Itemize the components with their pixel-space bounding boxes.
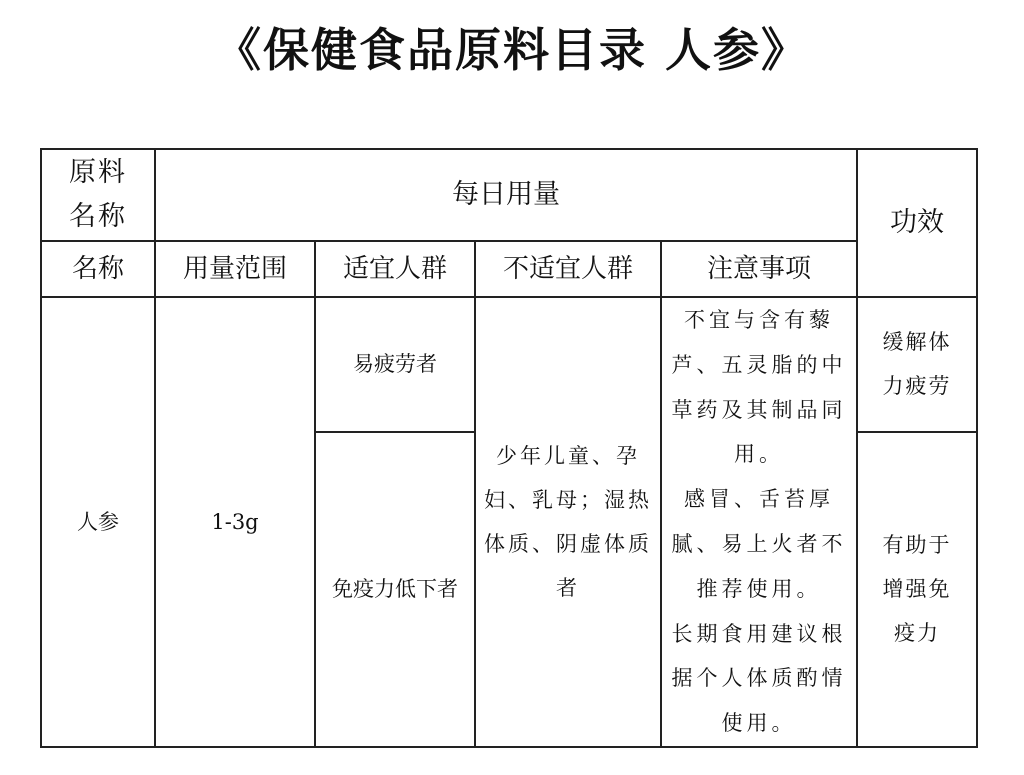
header-suitable-people: 适宜人群: [315, 241, 475, 297]
row-efficacy-fatigue: 缓解体力疲劳: [857, 297, 977, 432]
row-suitable-immunity: 免疫力低下者: [315, 432, 475, 747]
header-daily-dosage: 每日用量: [155, 149, 857, 241]
row-name: 人参: [41, 297, 155, 747]
row-suitable-fatigue: 易疲劳者: [315, 297, 475, 432]
precaution-item: 不宜与含有藜芦、五灵脂的中草药及其制品同用。: [671, 308, 847, 467]
precaution-item: 感冒、舌苔厚腻、易上火者不推荐使用。: [671, 487, 847, 601]
header-dosage-range: 用量范围: [155, 241, 315, 297]
row-precautions: [661, 297, 857, 747]
row-efficacy-immunity: 有助于增强免疫力: [857, 432, 977, 747]
header-material-name: 原料名称: [41, 149, 155, 241]
header-name: 名称: [41, 241, 155, 297]
catalog-table: [40, 148, 978, 748]
precaution-item: 长期食用建议根据个人体质酌情使用。: [671, 621, 847, 736]
document-title: 《保健食品原料目录 人参》: [214, 23, 809, 77]
header-precautions: 注意事项: [661, 241, 857, 297]
header-unsuitable-people: 不适宜人群: [475, 241, 661, 297]
row-dosage-range: 1-3g: [155, 297, 315, 747]
row-unsuitable: 少年儿童、孕妇、乳母；湿热体质、阴虚体质者: [475, 297, 661, 747]
header-efficacy: 功效: [857, 149, 977, 297]
